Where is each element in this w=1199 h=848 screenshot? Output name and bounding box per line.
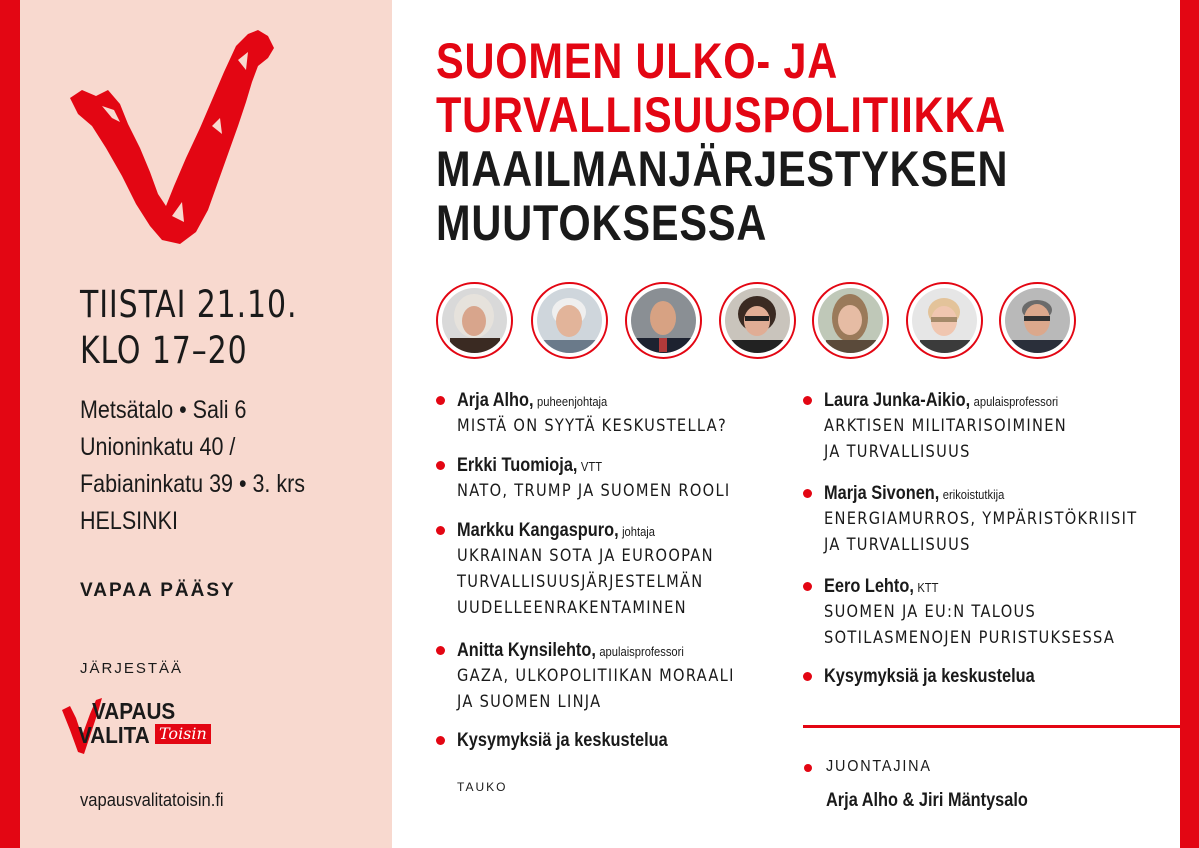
talk-topic: UUDELLEENRAKENTAMINEN [457, 598, 687, 618]
bullet-icon [803, 396, 812, 405]
bullet-icon [436, 736, 445, 745]
v-check-logo [62, 26, 282, 248]
speaker-name: Markku Kangaspuro, [457, 520, 619, 541]
bullet-icon [803, 489, 812, 498]
speaker-role: erikoistutkija [942, 487, 1005, 502]
logo-text-valita: VALITA [78, 722, 150, 748]
discussion-label: Kysymyksiä ja keskustelua [457, 730, 668, 751]
portrait-anitta-kynsilehto [719, 282, 796, 359]
talk-topic: JA TURVALLISUUS [824, 535, 971, 555]
hosts-names: Arja Alho & Jiri Mäntysalo [826, 790, 1028, 811]
venue-line: HELSINKI [80, 507, 178, 535]
title-line-dark: MAAILMANJÄRJESTYKSEN [436, 141, 1009, 197]
title-line-red: SUOMEN ULKO- JA [436, 33, 839, 89]
organizer-label: JÄRJESTÄÄ [80, 660, 184, 677]
bullet-icon [803, 672, 812, 681]
speaker-role: puheenjohtaja [537, 394, 608, 409]
talk-topic: SUOMEN JA EU:N TALOUS [824, 602, 1037, 622]
speaker-role: VTT [580, 459, 603, 474]
speaker-name: Marja Sivonen, [824, 483, 940, 504]
event-venue [80, 392, 342, 540]
hosts-label: JUONTAJINA [826, 758, 932, 775]
talk-topic: ENERGIAMURROS, YMPÄRISTÖKRIISIT [824, 509, 1138, 529]
portrait-erkki-tuomioja [531, 282, 608, 359]
speaker-role: KTT [917, 580, 939, 595]
talk-topic: NATO, TRUMP JA SUOMEN ROOLI [457, 481, 731, 501]
speaker-name: Laura Junka-Aikio, [824, 390, 971, 411]
bullet-icon [804, 764, 812, 772]
portrait-arja-alho [436, 282, 513, 359]
event-time: KLO 17–20 [80, 329, 248, 372]
bullet-icon [436, 526, 445, 535]
bullet-icon [436, 461, 445, 470]
talk-topic: JA TURVALLISUUS [824, 442, 971, 462]
event-datetime [80, 282, 322, 374]
event-title [436, 34, 1126, 250]
talk-topic: TURVALLISUUSJÄRJESTELMÄN [457, 572, 704, 592]
discussion-label: Kysymyksiä ja keskustelua [824, 666, 1035, 687]
speaker-name: Eero Lehto, [824, 576, 914, 597]
venue-line: Fabianinkatu 39 • 3. krs [80, 470, 306, 498]
venue-line: Metsätalo • Sali 6 [80, 396, 247, 424]
speaker-name: Anitta Kynsilehto, [457, 640, 596, 661]
venue-line: Unioninkatu 40 / [80, 433, 236, 461]
section-divider [803, 725, 1180, 728]
right-red-border [1180, 0, 1199, 848]
bullet-icon [436, 646, 445, 655]
talk-topic: JA SUOMEN LINJA [457, 692, 602, 712]
title-line-dark: MUUTOKSESSA [436, 195, 768, 251]
bullet-icon [803, 582, 812, 591]
logo-text-toisin: Toisin [155, 724, 211, 744]
title-line-red: TURVALLISUUSPOLITIIKKA [436, 87, 1007, 143]
portrait-laura-junka-aikio [812, 282, 889, 359]
free-admission: VAPAA PÄÄSY [80, 580, 236, 601]
speaker-name: Erkki Tuomioja, [457, 455, 578, 476]
portrait-marja-sivonen [906, 282, 983, 359]
logo-text-vapaus: VAPAUS [92, 698, 176, 724]
portrait-eero-lehto [999, 282, 1076, 359]
event-date: TIISTAI 21.10. [80, 283, 298, 326]
talk-topic: MISTÄ ON SYYTÄ KESKUSTELLA? [457, 416, 727, 436]
speaker-role: apulaisprofessori [599, 644, 684, 659]
speaker-name: Arja Alho, [457, 390, 534, 411]
break-label: TAUKO [457, 780, 508, 794]
talk-topic: ARKTISEN MILITARISOIMINEN [824, 416, 1068, 436]
portrait-markku-kangaspuro [625, 282, 702, 359]
talk-topic: SOTILASMENOJEN PURISTUKSESSA [824, 628, 1116, 648]
organizer-url[interactable]: vapausvalitatoisin.fi [80, 790, 224, 810]
bullet-icon [436, 396, 445, 405]
speaker-role: apulaisprofessori [973, 394, 1059, 409]
talk-topic: UKRAINAN SOTA JA EUROOPAN [457, 546, 714, 566]
speaker-role: johtaja [622, 524, 656, 539]
talk-topic: GAZA, ULKOPOLITIIKAN MORAALI [457, 666, 735, 686]
organizer-logo [62, 696, 222, 768]
left-red-border [0, 0, 20, 848]
